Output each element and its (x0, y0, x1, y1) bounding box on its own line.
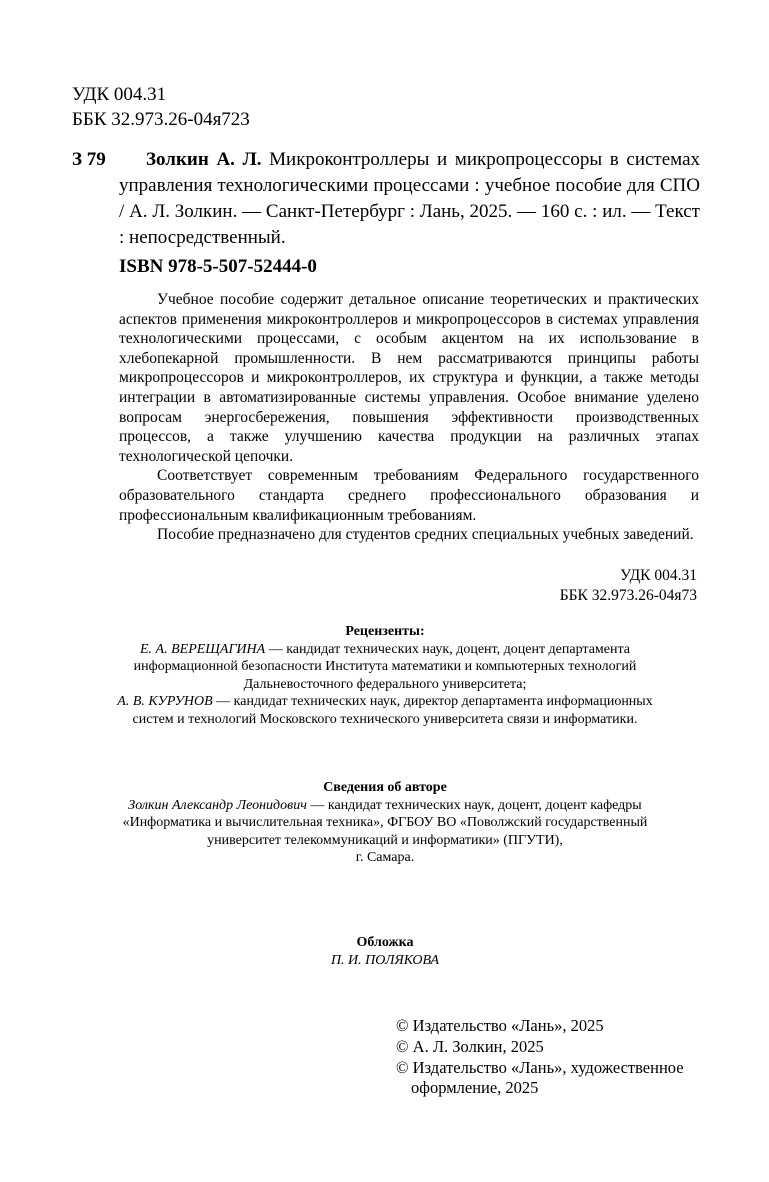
reviewers-block: Рецензенты: Е. А. ВЕРЕЩАГИНА — кандидат технических наук, доцент, доцент департамента информационной безопасности Института математики и компьютерных технологий Дальневосточного федерального университета; А. В. КУРУНОВ — кандидат технических наук, директор департамента информационных систем и технологий Московского технического университета связи и информатики. (80, 623, 690, 728)
isbn: ISBN 978-5-507-52444-0 (119, 256, 317, 277)
bibliographic-description (119, 147, 700, 251)
udk-bbk-bottom (560, 566, 697, 605)
udk-code: УДК 004.31 (620, 567, 697, 584)
cover-block (80, 934, 690, 969)
copyright-line: оформление, 2025 (411, 1078, 539, 1098)
copyright-line: © Издательство «Лань», художественное (396, 1057, 684, 1077)
udk-code: УДК 004.31 (72, 84, 167, 105)
annotation-paragraph: Соответствует современным требованиям Федерального государственного образовательного стандарта среднего профессионального образования и профессиональным квалификационным требованиям. (119, 467, 699, 524)
reviewer-2: А. В. КУРУНОВ — кандидат технических наук, директор департамента информационных (117, 694, 653, 709)
copyright-line: © Издательство «Лань», 2025 (396, 1016, 604, 1035)
author-sign: З 79 (72, 149, 106, 170)
cover-designer: П. И. ПОЛЯКОВА (330, 952, 440, 968)
udk-bbk-top (72, 82, 250, 132)
annotation-paragraph: Учебное пособие содержит детальное описание теоретических и практических аспектов применения микроконтроллеров и микропроцессоров в системах управления технологическими процессами, с особым акцентом на их использование в хлебопекарной промышленности. В нем рассматриваются принципы работы микропроцессоров и микроконтроллеров, их структура и функции, а также методы интеграции в автоматизированные системы управления. Особое внимание уделено вопросам энергосбережения, повышения эффективности производственных процессов, а также улучшению качества продукции на различных этапах технологической цепочки. (119, 291, 699, 465)
entry-author: Золкин А. Л. (146, 149, 262, 170)
copyright-block (396, 1016, 684, 1099)
annotation-paragraph: Пособие предназначено для студентов средних специальных учебных заведений. (157, 526, 694, 544)
annotation (119, 290, 699, 545)
author-info-block: Сведения об авторе Золкин Александр Леонидович — кандидат технических наук, доцент, доцент кафедры «Информатика и вычислительная техника», ФГБОУ ВО «Поволжский государственный университет телекоммуникаций и информатики» (ПГУТИ), г. Самара. (80, 779, 690, 867)
author-full-name: Золкин Александр Леонидович (128, 797, 307, 813)
reviewers-heading: Рецензенты: (345, 624, 425, 639)
entry-description: Микроконтроллеры и микропроцессоры в системах управления технологическими процессами : учебное пособие для СПО / А. Л. Золкин. — Санкт-Петербург : Лань, 2025. — 160 с. : ил. — Текст : непосредственный. (119, 149, 700, 248)
bbk-code: ББК 32.973.26-04я73 (559, 586, 697, 604)
reviewer-1: Е. А. ВЕРЕЩАГИНА — кандидат технических наук, доцент, доцент департамента (139, 641, 630, 657)
reviewer-name: А. В. КУРУНОВ (117, 694, 213, 709)
reviewer-name: Е. А. ВЕРЕЩАГИНА (139, 641, 266, 657)
bibliographic-entry (72, 147, 700, 251)
cover-heading: Обложка (356, 935, 414, 950)
bbk-code: ББК 32.973.26-04я723 (72, 109, 250, 130)
copyright-line: © А. Л. Золкин, 2025 (396, 1036, 544, 1056)
author-info-heading: Сведения об авторе (323, 780, 447, 795)
